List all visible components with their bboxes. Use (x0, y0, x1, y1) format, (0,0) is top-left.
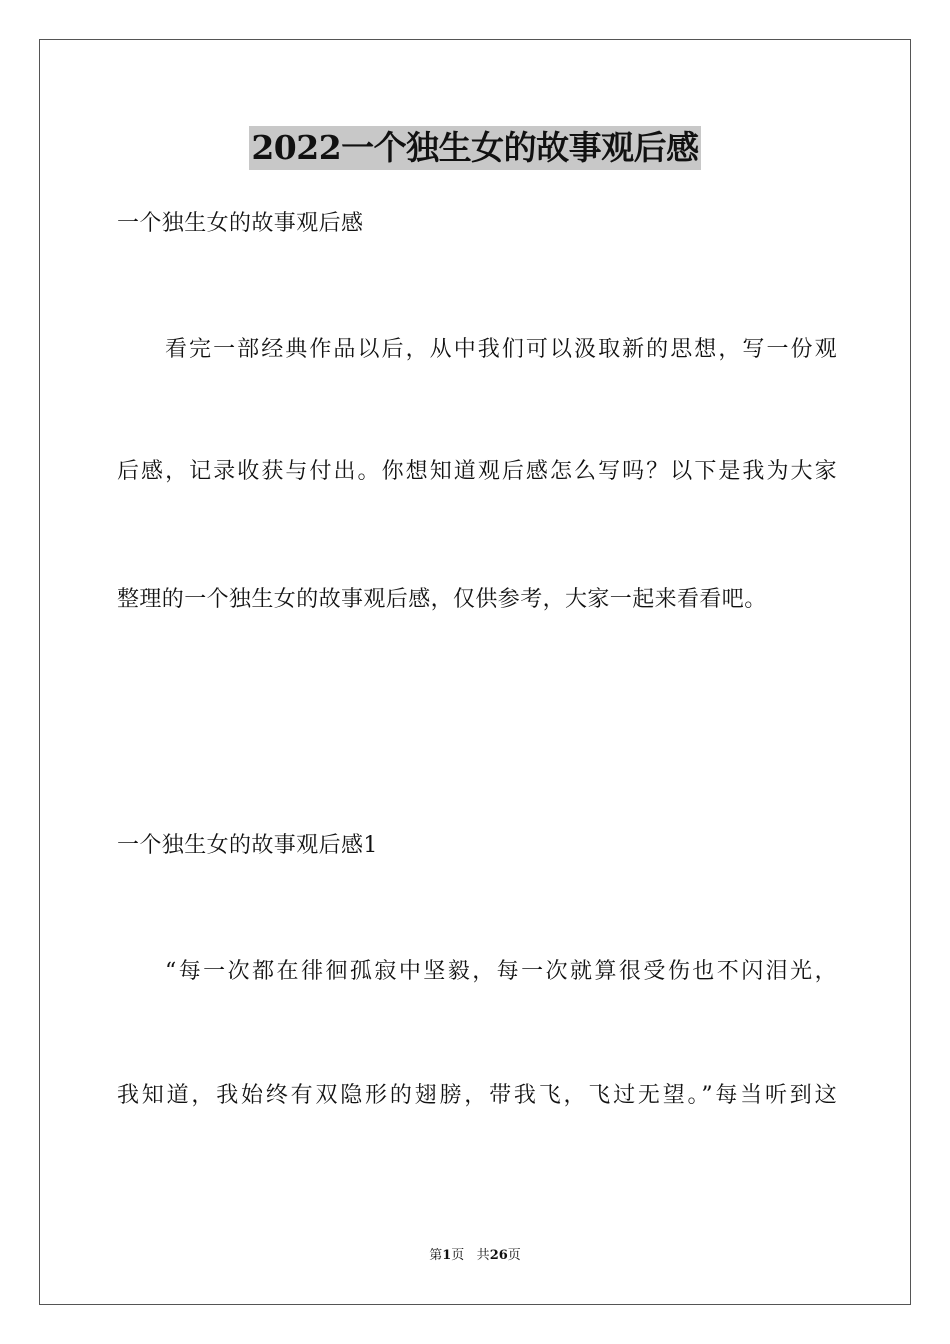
footer-total-prefix: 共 (476, 1248, 490, 1263)
section-heading: 一个独生女的故事观后感1 (117, 833, 378, 858)
section-line-1: “每一次都在徘徊孤寂中坚毅，每一次就算很受伤也不闪泪光， (165, 959, 837, 984)
intro-line-2: 后感，记录收获与付出。你想知道观后感怎么写吗？以下是我为大家 (117, 459, 837, 484)
footer-page-prefix: 第 (429, 1248, 443, 1263)
intro-line-3: 整理的一个独生女的故事观后感，仅供参考，大家一起来看看吧。 (117, 587, 767, 612)
page-footer (0, 1247, 950, 1265)
footer-total-pages: 26 (489, 1248, 508, 1263)
footer-total-suffix: 页 (507, 1248, 521, 1263)
title-container (0, 126, 950, 170)
document-title: 2022一个独生女的故事观后感 (249, 126, 700, 170)
intro-line-1: 看完一部经典作品以后，从中我们可以汲取新的思想，写一份观 (165, 337, 837, 362)
footer-page-suffix: 页 (451, 1248, 465, 1263)
footer-page-number: 1 (442, 1248, 452, 1263)
section-line-2: 我知道，我始终有双隐形的翅膀，带我飞，飞过无望。”每当听到这 (117, 1083, 837, 1108)
document-subtitle: 一个独生女的故事观后感 (117, 211, 364, 236)
